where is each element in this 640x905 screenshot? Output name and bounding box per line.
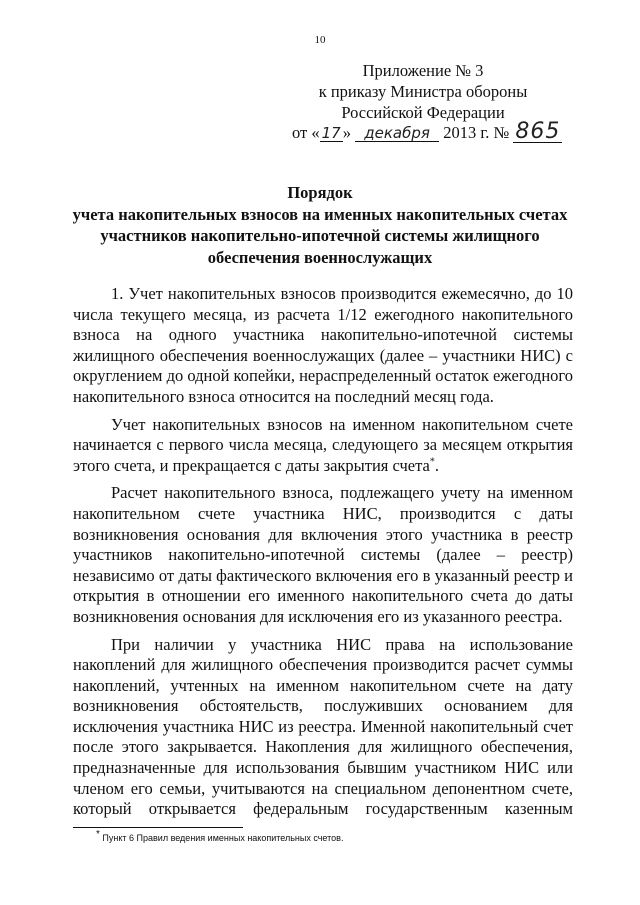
paragraph-2: Учет накопительных взносов на именном накопительном счете начинается с первого числа месяца, следующего за месяцем открытия этого счета, и прекращается с даты закрытия счета*. bbox=[73, 414, 573, 475]
document-body bbox=[73, 284, 573, 827]
footnote-divider bbox=[73, 827, 243, 828]
date-quote-close: » bbox=[342, 123, 351, 142]
handwritten-order-number: 865 bbox=[515, 119, 561, 144]
paragraph-1: 1. Учет накопительных взносов производится ежемесячно, до 10 числа текущего месяца, из расчета 1/12 ежегодного накопительного взноса на одного участника накопительно-ипотечной системы жилищного обеспечения военнослужащих (далее – участники НИС) с округлением до одной копейки, нераспределенный остаток ежегодного накопительного взноса относится на последний месяц года. bbox=[73, 284, 574, 406]
page-number: 10 bbox=[314, 34, 326, 46]
date-prefix: от « bbox=[292, 123, 320, 142]
title-line-3: участников накопительно-ипотечной системы жилищного bbox=[100, 226, 540, 245]
document-title bbox=[0, 182, 640, 268]
footnote-mark: * bbox=[96, 829, 100, 840]
paragraph-3: Расчет накопительного взноса, подлежащего учету на именном накопительном счете участника НИС, производится с даты возникновения основания для включения этого участника в реестр участников накопительно-ипотечной системы (далее – реестр) независимо от даты фактического включения его в указанный реестр и открытия в отношении его именного накопительного счета до даты возникновения основания для исключения его из указанного реестра. bbox=[73, 483, 573, 626]
year-text: 2013 г. № bbox=[443, 123, 510, 142]
footnote-reference: * bbox=[429, 456, 435, 468]
title-line-4: обеспечения военнослужащих bbox=[207, 247, 433, 267]
title-line-2: учета накопительных взносов на именных накопительных счетах bbox=[72, 204, 568, 224]
title-main: Порядок bbox=[287, 183, 353, 202]
appendix-order-ref: к приказу Министра обороны bbox=[318, 82, 528, 101]
appendix-country: Российской Федерации bbox=[341, 103, 505, 122]
paragraph-2-text: Учет накопительных взносов на именном накопительном счете начинается с первого числа месяца, следующего за месяцем открытия этого счета, и прекращается с даты закрытия счета bbox=[73, 414, 573, 475]
appendix-title: Приложение № 3 bbox=[362, 61, 484, 80]
appendix-header bbox=[308, 60, 538, 123]
footnote bbox=[96, 829, 344, 843]
footnote-text: Пункт 6 Правил ведения именных накопительных счетов. bbox=[102, 833, 344, 843]
handwritten-day: 17 bbox=[321, 124, 341, 142]
handwritten-month: декабря bbox=[355, 125, 439, 142]
paragraph-4: При наличии у участника НИС права на использование накоплений для жилищного обеспечения производится расчет суммы накоплений, учтенных на именном накопительном счете на дату возникновения обстоятельств, послуживших основанием для исключения участника НИС из реестра. Именной накопительный счет после этого закрывается. Накопления для жилищного обеспечения, предназначенные для использования бывшим участником НИС или членом его семьи, учитываются на специальном депонентном счете, который открывается федеральным государственным казенным bbox=[73, 634, 573, 819]
order-date-line bbox=[292, 119, 562, 144]
